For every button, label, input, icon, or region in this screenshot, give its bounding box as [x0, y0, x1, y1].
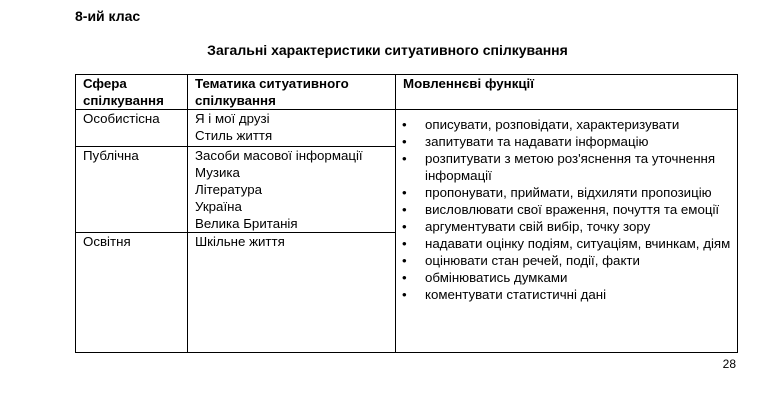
- sphere-cell: Освітня: [76, 233, 188, 353]
- topics-cell: [188, 233, 396, 353]
- bullet-icon: •: [402, 287, 407, 302]
- grade-heading: 8-ий клас: [75, 8, 141, 24]
- list-item: [402, 150, 733, 184]
- topic-item: Засоби масової інформації: [195, 148, 363, 163]
- header-functions: Мовленнєві функції: [396, 75, 738, 110]
- bullet-icon: •: [402, 134, 407, 149]
- topics-cell: [188, 147, 396, 233]
- function-text: запитувати та надавати інформацію: [425, 134, 649, 149]
- bullet-icon: •: [402, 236, 407, 251]
- bullet-icon: •: [402, 202, 407, 217]
- function-text: описувати, розповідати, характеризувати: [425, 117, 680, 132]
- function-text: пропонувати, приймати, відхиляти пропозицію: [425, 185, 712, 200]
- functions-list: [402, 116, 733, 303]
- topic-item: Шкільне життя: [195, 234, 285, 249]
- table-header-row: [76, 75, 738, 110]
- list-item: [402, 218, 733, 235]
- list-item: [402, 184, 733, 201]
- topics-cell: [188, 110, 396, 147]
- function-text: висловлювати свої враження, почуття та емоції: [425, 202, 720, 217]
- page-number: 28: [722, 357, 736, 371]
- function-text: надавати оцінку подіям, ситуаціям, вчинкам, діям: [425, 236, 731, 251]
- bullet-icon: •: [402, 253, 407, 268]
- document-title: Загальні характеристики ситуативного спілкування: [207, 42, 568, 58]
- function-text: коментувати статистичні дані: [425, 287, 607, 302]
- header-topics: Тематика ситуативного спілкування: [188, 75, 396, 110]
- table-row: [76, 110, 738, 147]
- characteristics-table: [75, 74, 738, 353]
- list-item: [402, 133, 733, 150]
- list-item: [402, 235, 733, 252]
- topic-item: Стиль життя: [195, 128, 273, 143]
- list-item: [402, 116, 733, 133]
- bullet-icon: •: [402, 270, 407, 285]
- function-text: оцінювати стан речей, події, факти: [425, 253, 640, 268]
- sphere-cell: Публічна: [76, 147, 188, 233]
- topic-item: Україна: [195, 199, 242, 214]
- topic-item: Я і мої друзі: [195, 111, 270, 126]
- list-item: [402, 201, 733, 218]
- bullet-icon: •: [402, 185, 407, 200]
- bullet-icon: •: [402, 151, 407, 166]
- topic-item: Література: [195, 182, 263, 197]
- function-text: обмінюватись думками: [425, 270, 568, 285]
- bullet-icon: •: [402, 219, 407, 234]
- list-item: [402, 252, 733, 269]
- topic-item: Велика Британія: [195, 216, 298, 231]
- functions-cell: [396, 110, 738, 353]
- function-text: аргументувати свій вибір, точку зору: [425, 219, 651, 234]
- sphere-cell: Особистісна: [76, 110, 188, 147]
- header-sphere: Сфера спілкування: [76, 75, 188, 110]
- bullet-icon: •: [402, 117, 407, 132]
- topic-item: Музика: [195, 165, 240, 180]
- list-item: [402, 286, 733, 303]
- function-text: розпитувати з метою роз'яснення та уточнення інформації: [425, 151, 716, 183]
- list-item: [402, 269, 733, 286]
